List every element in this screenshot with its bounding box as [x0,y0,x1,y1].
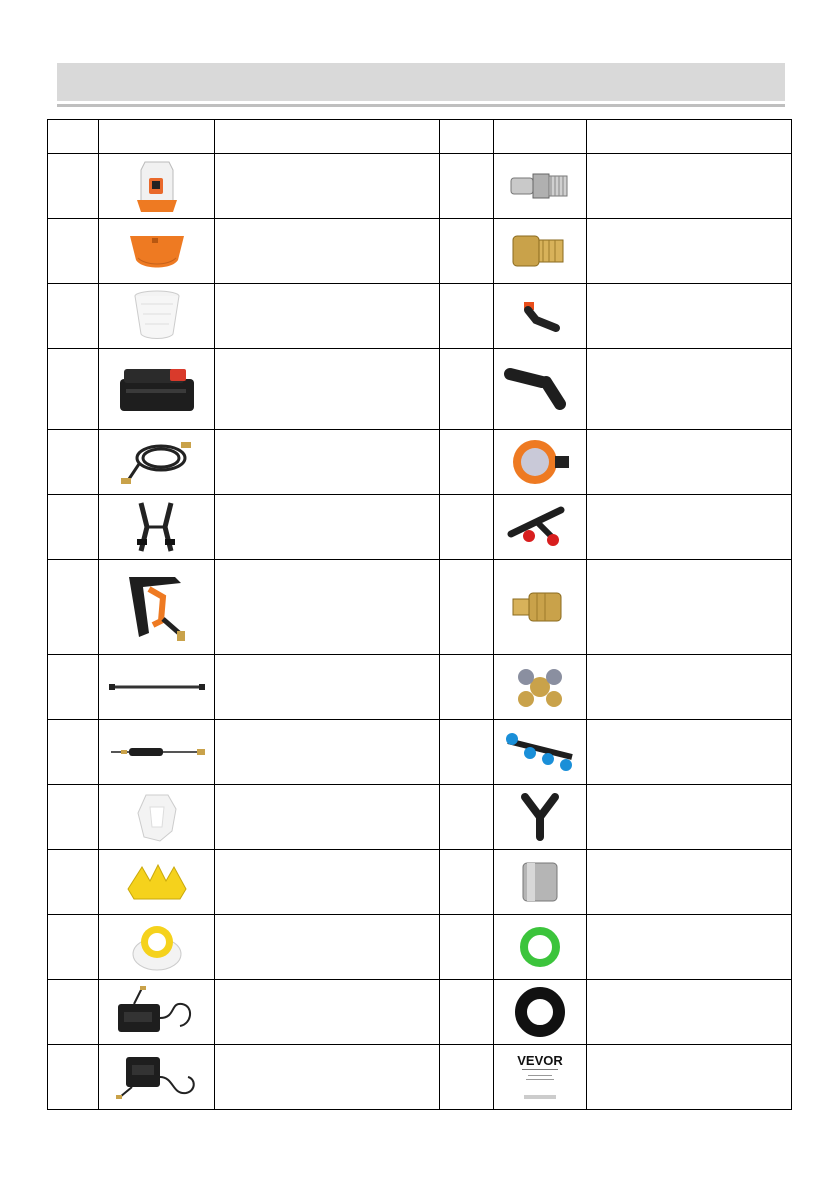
table-row [48,1045,792,1110]
header-image-2 [494,120,587,154]
cell-name [587,720,792,785]
cell-no [48,655,99,720]
cell-name [587,284,792,349]
cell-name [215,349,440,430]
table-row [48,495,792,560]
table-row [48,349,792,430]
cell-no [440,495,494,560]
cell-no [440,430,494,495]
cell-no [48,785,99,850]
parts-table [47,119,792,1110]
manual-brand: VEVOR [517,1053,563,1068]
white-clip-icon [132,789,182,845]
table-row [48,980,792,1045]
cell-no [440,284,494,349]
cell-no [440,1045,494,1110]
cell-no [48,560,99,655]
cell-name [215,219,440,284]
cell-name [587,850,792,915]
header-no [48,120,99,154]
battery-pack-icon [114,363,200,415]
cell-no [48,1045,99,1110]
cell-name [215,495,440,560]
cell-name [587,154,792,219]
table-row [48,219,792,284]
cell-no [440,720,494,785]
cell-no [48,850,99,915]
table-row [48,430,792,495]
cell-name [215,1045,440,1110]
cell-no [440,349,494,430]
header-name [215,120,440,154]
header-image [99,120,215,154]
spray-lance-icon [107,742,207,762]
cell-name [215,430,440,495]
cell-name [215,980,440,1045]
cell-no [48,154,99,219]
cell-name [587,785,792,850]
cell-name [587,655,792,720]
table-row [48,720,792,785]
brass-coupler-icon [507,226,573,276]
multi-nozzle-bar-icon [500,727,580,777]
table-row [48,915,792,980]
tank-lid-icon [122,226,192,276]
sprayer-tank-icon [127,156,187,216]
y-connector-icon [515,791,565,843]
yellow-holder-icon [122,859,192,905]
green-o-ring-icon [515,922,565,972]
brass-adapter-icon [507,587,573,627]
table-row [48,655,792,720]
extension-rod-icon [107,677,207,697]
round-spray-head-icon [505,434,575,490]
cell-name [587,349,792,430]
table-row [48,560,792,655]
cell-name [215,785,440,850]
cell-no [48,430,99,495]
cell-name [215,284,440,349]
cell-no [48,284,99,349]
cell-no [48,495,99,560]
section-title-banner [57,63,785,101]
cell-no [440,980,494,1045]
header-name-2 [587,120,792,154]
cell-no [48,720,99,785]
cell-name [587,1045,792,1110]
cell-name [215,655,440,720]
double-nozzle-icon [505,502,575,552]
cell-name [215,154,440,219]
title-underline [57,104,785,107]
user-manual-icon [508,1049,572,1105]
shoulder-straps-icon [127,499,187,555]
cell-name [587,219,792,284]
three-way-nozzle-icon [510,661,570,713]
table-header-row [48,120,792,154]
angled-nozzle-icon [502,364,578,414]
cell-no [440,154,494,219]
table-row [48,850,792,915]
black-gasket-icon [513,985,567,1039]
spray-gun-icon [119,567,195,647]
quick-connector-male-icon [505,164,575,208]
ptfe-tape-icon [127,920,187,974]
cell-name [587,430,792,495]
cell-no [48,349,99,430]
cell-no [48,980,99,1045]
header-no-2 [440,120,494,154]
cell-name [587,495,792,560]
power-adapter-icon [112,1049,202,1105]
cell-no [440,915,494,980]
charger-adapter-icon [112,984,202,1040]
table-row [48,284,792,349]
cell-no [440,219,494,284]
cell-no [48,219,99,284]
high-pressure-hose-icon [117,434,197,490]
cell-no [48,915,99,980]
cell-no [440,655,494,720]
metal-sleeve-icon [517,857,563,907]
table-row [48,785,792,850]
cell-name [587,915,792,980]
cell-no [440,850,494,915]
filter-cup-icon [127,288,187,344]
table-row [48,154,792,219]
cell-name [215,915,440,980]
cell-name [215,560,440,655]
cell-name [587,560,792,655]
cell-no [440,560,494,655]
cell-name [215,850,440,915]
cell-name [215,720,440,785]
small-elbow-nozzle-icon [510,294,570,338]
cell-no [440,785,494,850]
cell-name [587,980,792,1045]
